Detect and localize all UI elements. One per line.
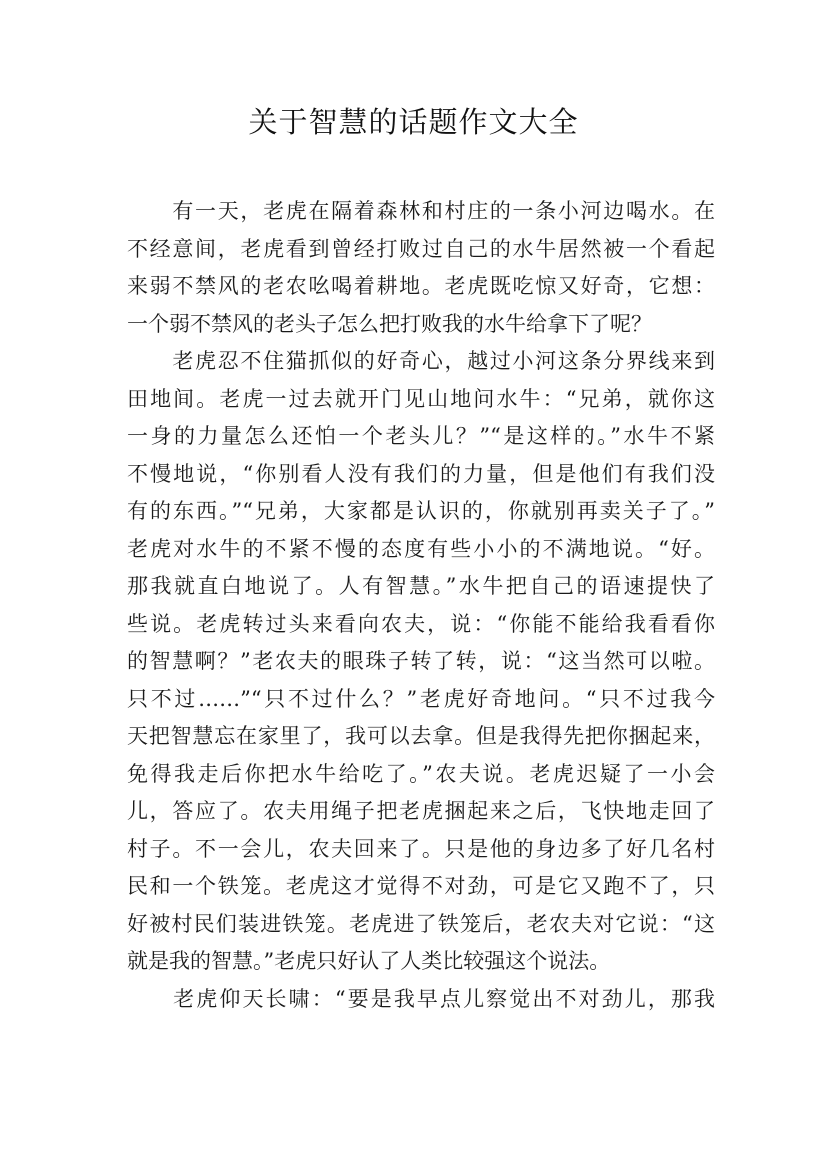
text-line: 民和一个铁笼。老虎这才觉得不对劲，可是它又跑不了，只 (127, 874, 715, 898)
text-line: 来弱不禁风的老农吆喝着耕地。老虎既吃惊又好奇，它想： (127, 274, 715, 298)
text-line: 老虎仰天长啸：“要是我早点儿察觉出不对劲儿，那我 (127, 986, 715, 1011)
text-line: 不慢地说，“你别看人没有我们的力量，但是他们有我们没 (127, 461, 715, 486)
document-title: 关于智慧的话题作文大全 (248, 105, 579, 139)
text-line: 儿，答应了。农夫用绳子把老虎捆起来之后，飞快地走回了 (127, 799, 715, 823)
text-line: 一身的力量怎么还怕一个老头儿？”“是这样的。”水牛不紧 (127, 424, 715, 448)
text-line: 好被村民们装进铁笼。老虎进了铁笼后，老农夫对它说：“这 (127, 911, 715, 936)
text-line: 一个弱不禁风的老头子怎么把打败我的水牛给拿下了呢？ (127, 311, 652, 336)
text-line: 免得我走后你把水牛给吃了。”农夫说。老虎迟疑了一小会 (127, 761, 715, 786)
text-line: 天把智慧忘在家里了，我可以去拿。但是我得先把你捆起来， (127, 724, 715, 748)
text-line: 田地间。老虎一过去就开门见山地问水牛：“兄弟，就你这 (127, 386, 715, 411)
text-line: 的智慧啊？”老农夫的眼珠子转了转，说：“这当然可以啦。 (127, 649, 715, 673)
text-line: 只不过……”“只不过什么？”老虎好奇地问。“只不过我今 (127, 686, 715, 711)
text-line: 些说。老虎转过头来看向农夫，说：“你能不能给我看看你 (127, 611, 715, 636)
text-line: 老虎忍不住猫抓似的好奇心，越过小河这条分界线来到 (127, 349, 715, 373)
text-line: 村子。不一会儿，农夫回来了。只是他的身边多了好几名村 (127, 836, 715, 861)
document-body (127, 193, 715, 1018)
text-line: 不经意间，老虎看到曾经打败过自己的水牛居然被一个看起 (127, 236, 715, 261)
text-line: 有的东西。”“兄弟，大家都是认识的，你就别再卖关子了。” (127, 499, 715, 523)
text-line: 那我就直白地说了。人有智慧。”水牛把自己的语速提快了 (127, 574, 715, 598)
text-line: 有一天，老虎在隔着森林和村庄的一条小河边喝水。在 (127, 199, 715, 223)
text-line: 老虎对水牛的不紧不慢的态度有些小小的不满地说。“好。 (127, 536, 715, 561)
text-line: 就是我的智慧。”老虎只好认了人类比较强这个说法。 (127, 949, 611, 973)
